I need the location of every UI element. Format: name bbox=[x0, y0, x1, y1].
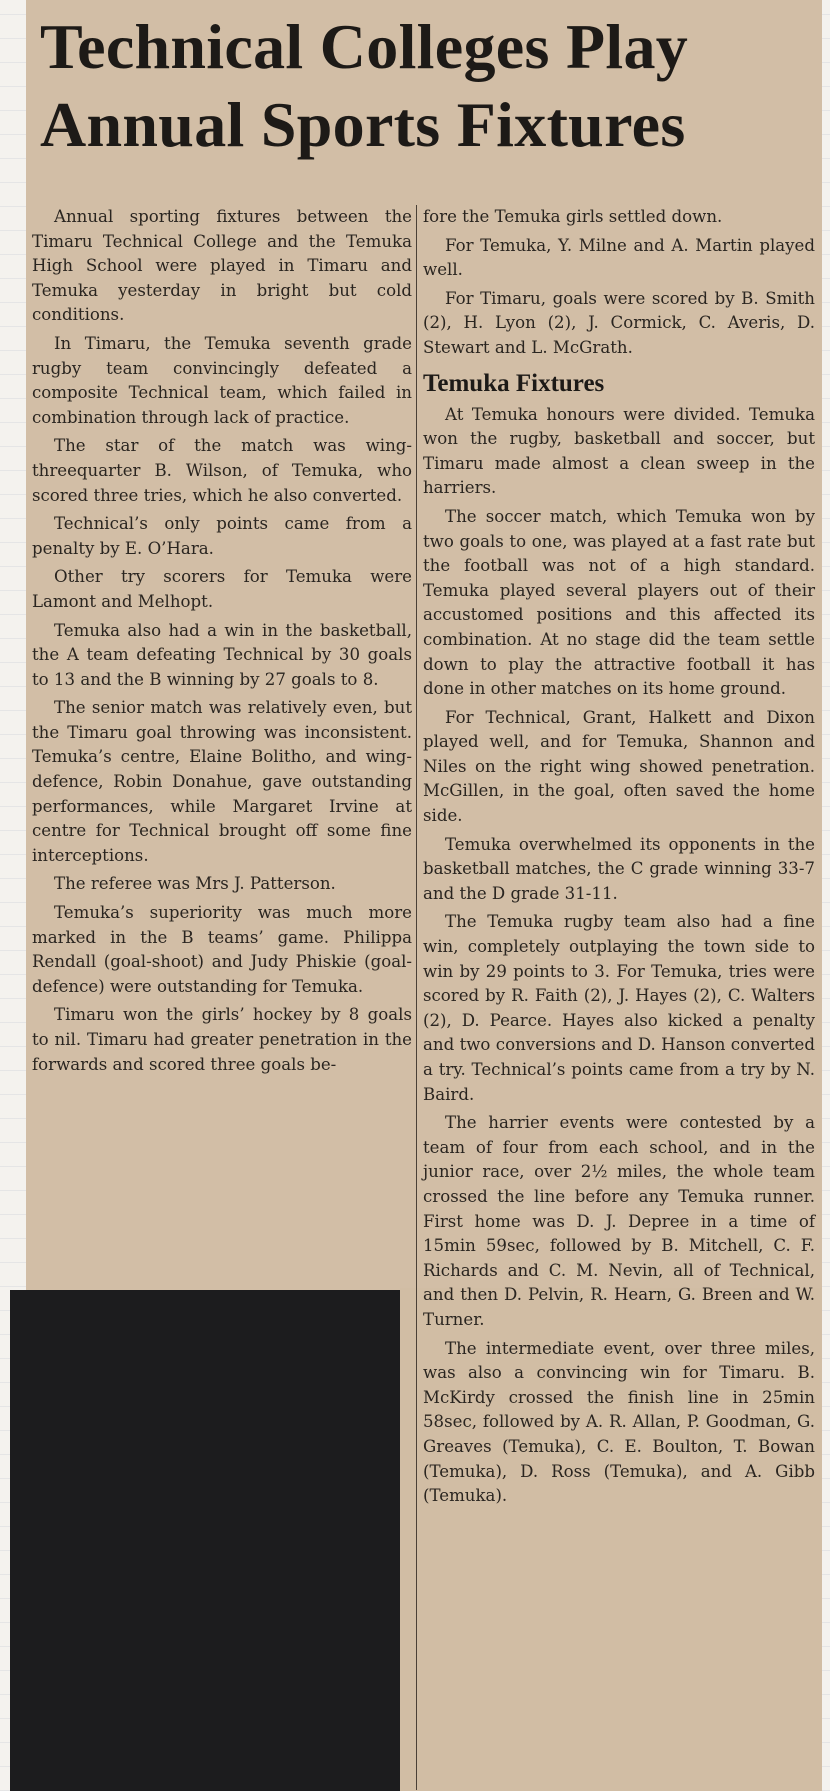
paragraph: Temuka also had a win in the basketball, the A team defeating Technical by 30 goals to 13 and the B winning by 27 goals to 8. bbox=[32, 620, 412, 689]
paragraph: Technical’s only points came from a penalty by E. O’Hara. bbox=[32, 514, 412, 558]
column-divider bbox=[416, 205, 417, 1790]
paragraph: fore the Temuka girls settled down. bbox=[423, 207, 723, 226]
paragraph: In Timaru, the Temuka seventh grade rugby team convincingly defeated a composite Technical team, which failed in combination through lack of practice. bbox=[32, 333, 412, 427]
paragraph: The star of the match was wing-threequarter B. Wilson, of Temuka, who scored three tries, which he also converted. bbox=[32, 436, 412, 505]
paragraph: The intermediate event, over three miles, was also a convincing win for Timaru. B. McKirdy crossed the finish line in 25min 58sec, followed by A. R. Allan, P. Goodman, G. Greaves (Temuka), C. E. Boulton, T. Bowan (Temuka), D. Ross (Temuka), and A. Gibb (Temuka). bbox=[423, 1338, 815, 1506]
paragraph: The Temuka rugby team also had a fine win, completely outplaying the town side to win by 29 points to 3. For Temuka, tries were scored by R. Faith (2), J. Hayes (2), C. Walters (2), D. Pearce. Hayes also kicked a penalty and two conversions and D. Hanson converted a try. Technical’s points came from a try by N. Baird. bbox=[423, 912, 815, 1104]
paragraph: The harrier events were contested by a team of four from each school, and in the junior race, over 2½ miles, the whole team crossed the line before any Temuka runner. First home was D. J. Depree in a time of 15min 59sec, followed by B. Mitchell, C. F. Richards and C. M. Nevin, all of Technical, and then D. Pelvin, R. Hearn, G. Breen and W. Turner. bbox=[423, 1113, 815, 1329]
paragraph: The soccer match, which Temuka won by two goals to one, was played at a fast rate but the football was not of a high standard. Temuka played several players out of their accustomed positions and this affected its combination. At no stage did the team settle down to play the attractive football it has done in other matches on its home ground. bbox=[423, 506, 815, 699]
article-headline: Technical Colleges Play Annual Sports Fixtures bbox=[40, 11, 689, 160]
paragraph: Temuka’s superiority was much more marked in the B teams’ game. Philippa Rendall (goal-shoot) and Judy Phiskie (goal-defence) were outstanding for Temuka. bbox=[32, 903, 412, 996]
paragraph: For Temuka, Y. Milne and A. Martin played well. bbox=[423, 235, 815, 280]
paragraph: Timaru won the girls’ hockey by 8 goals to nil. Timaru had greater penetration in the forwards and scored three goals be- bbox=[32, 1005, 412, 1074]
paragraph: Annual sporting fixtures between the Timaru Technical College and the Temuka High School were played in Timaru and Temuka yesterday in bright but cold conditions. bbox=[32, 207, 412, 325]
paragraph: For Technical, Grant, Halkett and Dixon played well, and for Temuka, Shannon and Niles on the right wing showed penetration. McGillen, in the goal, often saved the home side. bbox=[423, 707, 815, 826]
paragraph: The senior match was relatively even, but the Timaru goal throwing was inconsistent. Temuka’s centre, Elaine Bolitho, and wing-defence, Robin Donahue, gave outstanding performances, while Margaret Irvine at centre for Technical brought off some fine interceptions. bbox=[32, 698, 412, 865]
dark-backing-area bbox=[10, 1290, 400, 1791]
left-column bbox=[32, 205, 412, 1081]
paragraph: The referee was Mrs J. Patterson. bbox=[54, 874, 336, 894]
paragraph: For Timaru, goals were scored by B. Smith (2), H. Lyon (2), J. Cormick, C. Averis, D. Stewart and L. McGrath. bbox=[423, 288, 815, 357]
section-subheading: Temuka Fixtures bbox=[423, 369, 605, 397]
paragraph: Temuka overwhelmed its opponents in the basketball matches, the C grade winning 33-7 and the D grade 31-11. bbox=[423, 834, 815, 903]
right-column bbox=[423, 205, 815, 1513]
paragraph: Other try scorers for Temuka were Lamont and Melhopt. bbox=[32, 567, 412, 611]
paragraph: At Temuka honours were divided. Temuka won the rugby, basketball and soccer, but Timaru made almost a clean sweep in the harriers. bbox=[423, 404, 815, 498]
